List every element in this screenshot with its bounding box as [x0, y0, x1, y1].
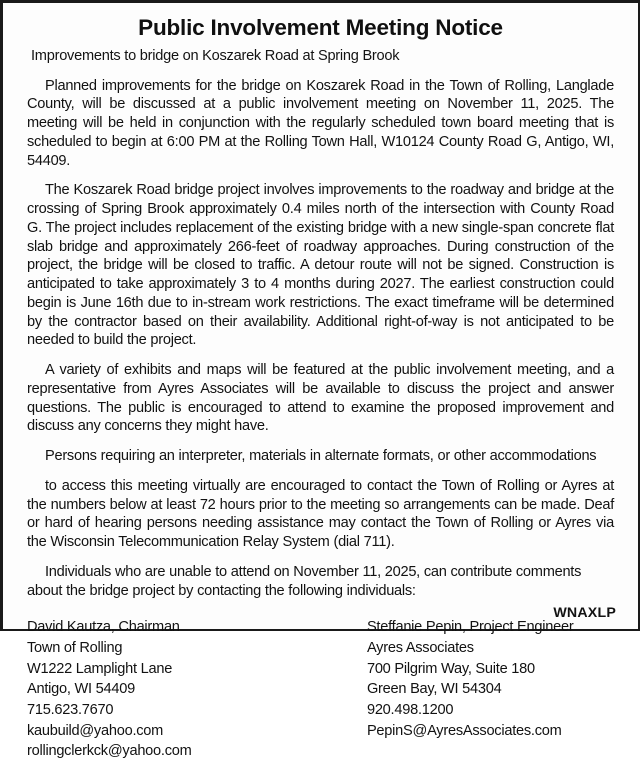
contact-organization: Town of Rolling: [27, 640, 123, 657]
legal-notice-code: WNAXLP: [553, 605, 616, 621]
contact-block-town: [27, 617, 367, 761]
paragraph-comments-contact: Individuals who are unable to attend on November 11, 2025, can contribute comments about the bridge project by contacting the following individuals:: [27, 563, 582, 599]
contact-name: David Kautza, Chairman: [27, 619, 180, 636]
contact-phone: 715.623.7670: [27, 702, 114, 718]
contact-address: 700 Pilgrim Way, Suite 180: [366, 660, 535, 677]
paragraph-virtual-access: to access this meeting virtually are encouraged to contact the Town of Rolling or Ayres at the numbers below at least 72 hours prior to the meeting so arrangements can be made. Deaf or hard of hearing persons needing assistance may contact the Town of Rolling or Ayres via the Wisconsin Telecommunication Relay System (dial 711).: [27, 477, 614, 551]
paragraph-accommodations-intro: Persons requiring an interpreter, materials in alternate formats, or other accommodations: [45, 448, 597, 465]
page-title: Public Involvement Meeting Notice: [138, 15, 503, 40]
contact-name: Steffanie Pepin, Project Engineer: [366, 619, 574, 636]
contact-columns: [27, 617, 614, 761]
paragraph-exhibits-public: A variety of exhibits and maps will be featured at the public involvement meeting, and a representative from Ayres Associates will be available to discuss the project and answer questions. The public is encouraged to attend to examine the proposed improvement and discuss any concerns they might have.: [27, 362, 614, 435]
contact-email: kaubuild@yahoo.com: [27, 722, 164, 739]
notice-subtitle: Improvements to bridge on Koszarek Road at Spring Brook: [31, 48, 400, 65]
contact-address: W1222 Lamplight Lane: [27, 660, 173, 677]
contact-email-alternate: rollingclerkck@yahoo.com: [27, 743, 192, 760]
notice-content: [3, 3, 638, 760]
contact-city-state-zip: Green Bay, WI 54304: [366, 681, 502, 698]
paragraph-project-meeting: Planned improvements for the bridge on Koszarek Road in the Town of Rolling, Langlade County, will be discussed at a public involvement meeting on November 11, 2025. The meeting will be held in conjunction with the regularly scheduled town board meeting that is scheduled to begin at 6:00 PM at the Rolling Town Hall, W10124 County Road G, Antigo, WI, 54409.: [27, 77, 614, 169]
contact-organization: Ayres Associates: [366, 640, 474, 657]
contact-city-state-zip: Antigo, WI 54409: [27, 681, 135, 698]
contact-block-engineer: [367, 617, 614, 761]
paragraph-project-scope: The Koszarek Road bridge project involves improvements to the roadway and bridge at the crossing of Spring Brook approximately 0.4 miles north of the intersection with County Road G. The project includes replacement of the existing bridge with a new single-span concrete flat slab bridge and approximately 266-feet of roadway approaches. During construction of the project, the bridge will be closed to traffic. A detour route will not be signed. Construction is anticipated to take approximately 3 to 4 months during 2027. The earliest construction could begin is June 16th due to in-stream work restrictions. The exact timeframe will be determined by the contractor based on their availability. Additional right-of-way is not anticipated to be needed to build the project.: [27, 182, 614, 349]
contact-phone: 920.498.1200: [366, 702, 454, 718]
contact-email: PepinS@AyresAssociates.com: [366, 722, 562, 739]
